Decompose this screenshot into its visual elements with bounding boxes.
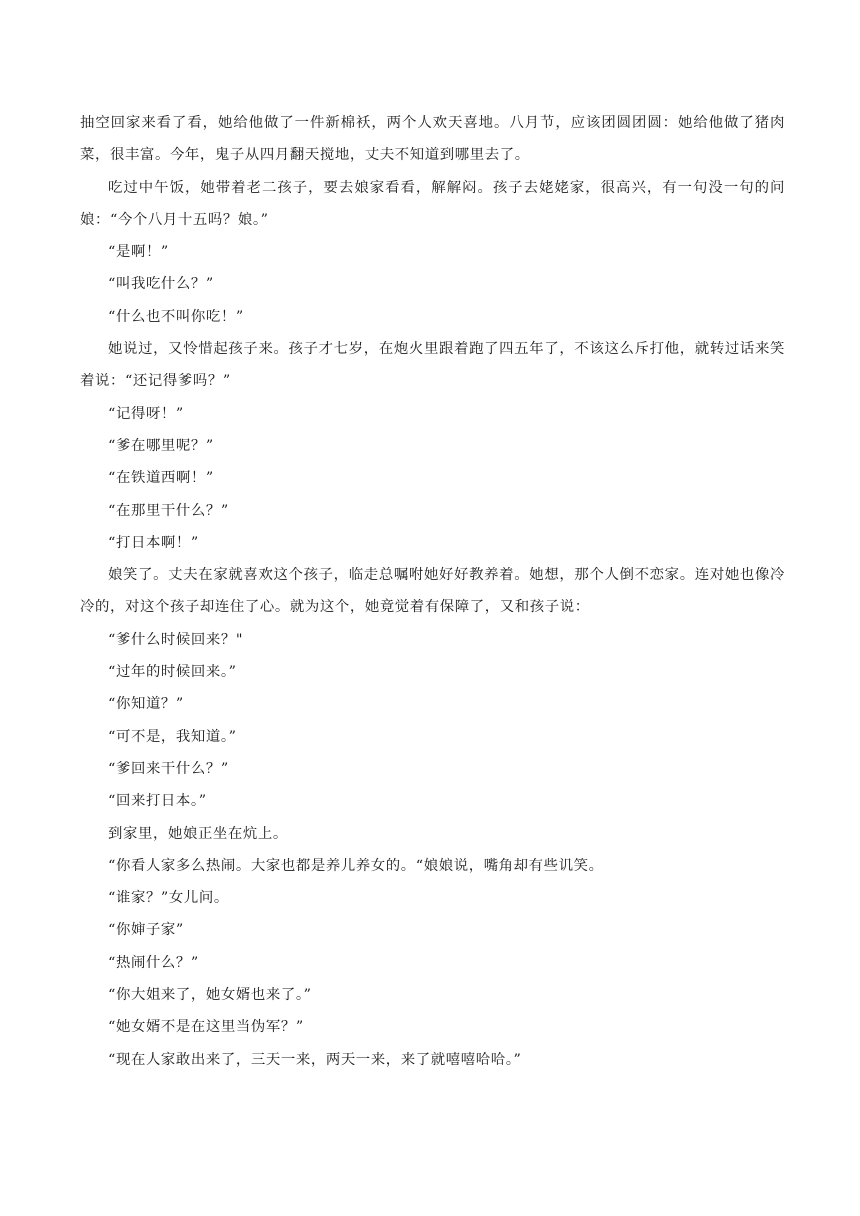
dialogue-line: “谁家？”女儿问。 [108, 890, 229, 907]
dialogue-line: “你看人家多么热闹。大家也都是养儿养女的。“娘娘说，嘴角却有些讥笑。 [108, 857, 604, 874]
dialogue-line: “打日本啊！” [108, 534, 199, 551]
paragraph: 她说过，又怜惜起孩子来。孩子才七岁，在炮火里跟着跑了四五年了，不该这么斥打他，就转过话来笑着说：“还记得爹吗？” [80, 341, 785, 390]
dialogue-line: “在那里干什么？” [108, 502, 229, 519]
dialogue-line: “爹什么时候回来？" [108, 631, 244, 648]
dialogue-line: “过年的时候回来。” [108, 664, 237, 681]
dialogue-line: “你知道？” [108, 696, 184, 713]
paragraph: 到家里，她娘正坐在炕上。 [108, 825, 288, 842]
dialogue-line: “她女婿不是在这里当伪军？” [108, 1019, 304, 1036]
paragraph: 吃过中午饭，她带着老二孩子，要去娘家看看，解解闷。孩子去姥姥家，很高兴，有一句没一句的问娘：“今个八月十五吗？娘。” [80, 179, 785, 228]
dialogue-line: “现在人家敢出来了，三天一来，两天一来，来了就嘻嘻哈哈。” [108, 1051, 522, 1068]
paragraph: 娘笑了。丈夫在家就喜欢这个孩子，临走总嘱咐她好好教养着。她想，那个人倒不恋家。连对她也像冷冷的，对这个孩子却连住了心。就为这个，她竟觉着有保障了，又和孩子说： [80, 567, 785, 616]
dialogue-line: “爹回来干什么？” [108, 760, 229, 777]
paragraph: 抽空回家来看了看，她给他做了一件新棉袄，两个人欢天喜地。八月节，应该团圆团圆：她给他做了猪肉菜，很丰富。今年，鬼子从四月翻天搅地，丈夫不知道到哪里去了。 [80, 115, 785, 164]
dialogue-line: “可不是，我知道。” [108, 728, 237, 745]
dialogue-line: “是啊！” [108, 244, 169, 261]
document-text-body [80, 107, 785, 1076]
dialogue-line: “叫我吃什么？” [108, 276, 214, 293]
dialogue-line: “在铁道西啊！” [108, 470, 214, 487]
dialogue-line: “记得呀！” [108, 405, 184, 422]
dialogue-line: “什么也不叫你吃！” [108, 308, 244, 325]
dialogue-line: “你婶子家” [108, 922, 184, 939]
dialogue-line: “热闹什么？” [108, 954, 199, 971]
dialogue-line: “爹在哪里呢？” [108, 437, 214, 454]
dialogue-line: “你大姐来了，她女婿也来了。” [108, 987, 312, 1004]
dialogue-line: “回来打日本。” [108, 793, 207, 810]
